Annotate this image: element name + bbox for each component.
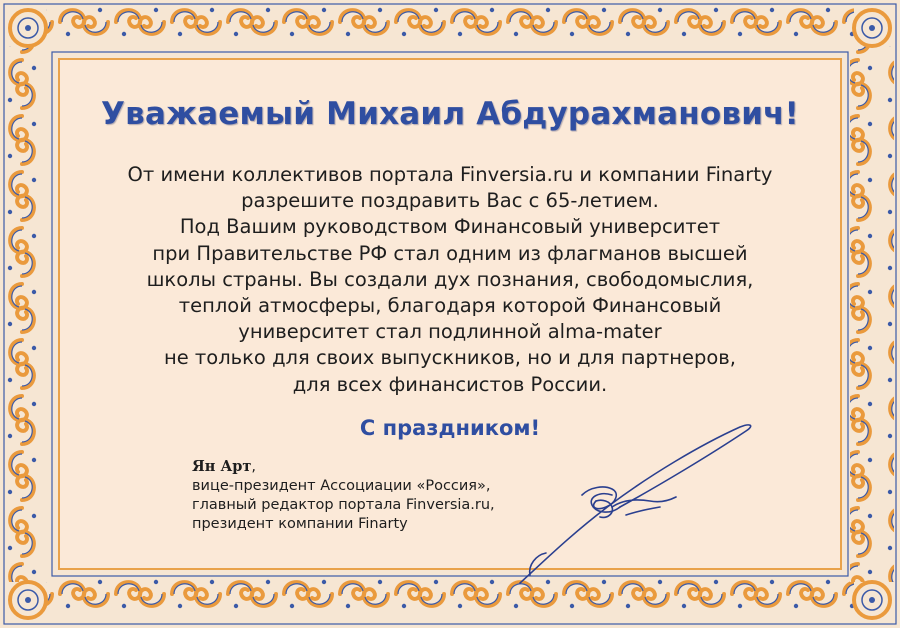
signer-role: вице-президент Ассоциации «Россия»,	[192, 478, 491, 494]
body-line: От имени коллективов портала Finversia.ru и компании Finarty	[127, 163, 773, 186]
signer-role: главный редактор портала Finversia.ru,	[192, 497, 495, 513]
handwritten-signature-icon	[500, 415, 780, 590]
body-line: теплой атмосферы, благодаря которой Финансовый	[178, 294, 722, 318]
signer-name-suffix: ,	[251, 459, 256, 475]
body-line: для всех финансистов России.	[292, 372, 608, 396]
signature-block	[192, 457, 495, 534]
body-line: при Правительстве РФ стал одним из флагманов высшей	[152, 241, 748, 265]
body-line: школы страны. Вы создали дух познания, свободомыслия,	[146, 267, 754, 291]
greeting: С праздником!	[359, 416, 541, 440]
signer-role: президент компании Finarty	[192, 516, 408, 532]
body-line: не только для своих выпускников, но и для партнеров,	[163, 346, 737, 370]
body-line: Под Вашим руководством Финансовый университет	[179, 215, 721, 239]
body-line: университет стал подлинной alma-mater	[238, 320, 662, 344]
letter-title: Уважаемый Михаил Абдурахманович!	[101, 96, 799, 132]
signer-name: Ян Арт	[192, 458, 252, 475]
letter-body	[0, 162, 900, 398]
signer-name-line	[192, 457, 495, 477]
body-line: разрешите поздравить Вас с 65-летием.	[241, 189, 659, 213]
